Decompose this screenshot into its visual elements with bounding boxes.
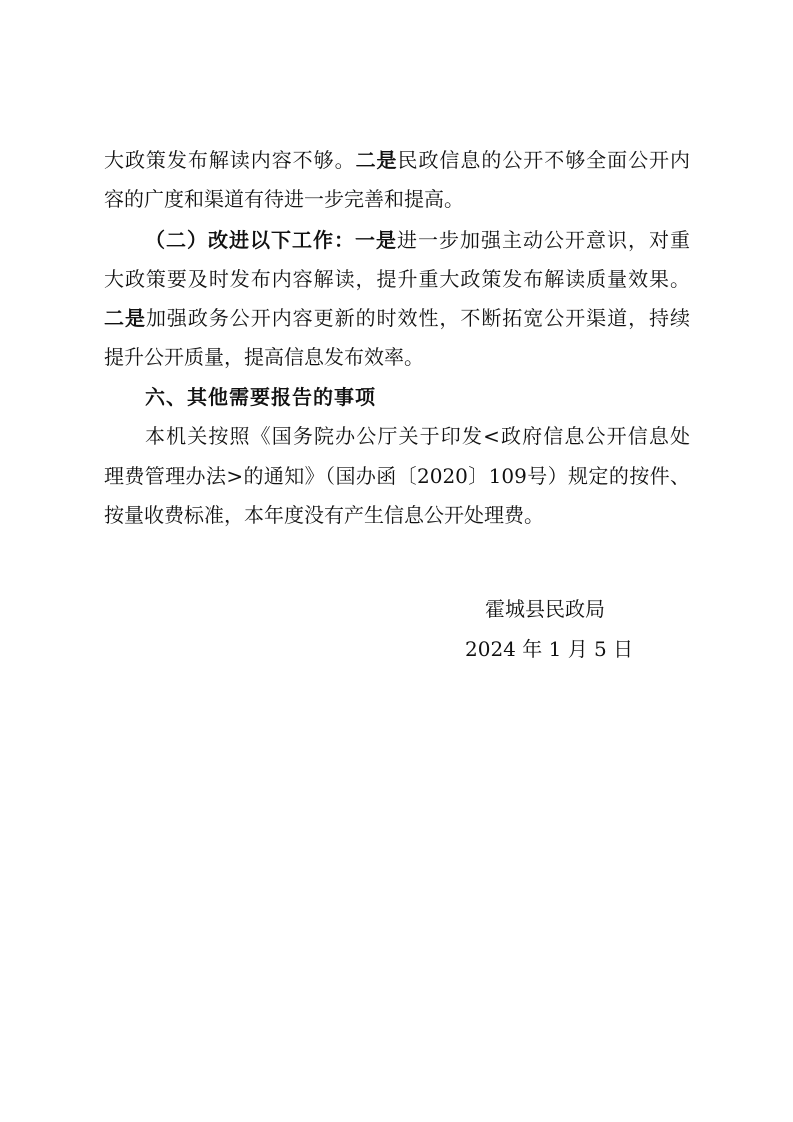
emphasis-label: 二是 [104,306,146,330]
body-line-10: 按量收费标准，本年度没有产生信息公开处理费。 [104,503,544,527]
subsection-heading: （二）改进以下工作： [145,228,355,252]
text-run: 进一步加强主动公开意识，对重 [397,228,690,252]
signature-org: 霍城县民政局 [485,597,605,621]
body-line-3 [145,222,690,258]
signature-date: 2024 年 1 月 5 日 [465,637,634,661]
text-run: 大政策发布解读内容不够。 [104,148,356,172]
body-line-5 [104,300,690,336]
body-line-8: 本机关按照《国务院办公厅关于印发<政府信息公开信息处 [145,424,690,448]
body-line-9: 理费管理办法>的通知》（国办函〔2020〕109号）规定的按件、 [104,464,690,488]
emphasis-label: 二是 [355,148,398,172]
text-run: 民政信息的公开不够全面公开内 [397,148,690,172]
section-heading: 六、其他需要报告的事项 [145,385,376,409]
body-line-2: 容的广度和渠道有待进一步完善和提高。 [104,187,464,211]
emphasis-label: 一是 [355,228,397,252]
body-line-6: 提升公开质量，提高信息发布效率。 [104,345,424,369]
body-line-1 [104,142,690,178]
text-run: 加强政务公开内容更新的时效性，不断拓宽公开渠道，持续 [145,306,690,330]
body-line-4: 大政策要及时发布内容解读，提升重大政策发布解读质量效果。 [104,267,690,291]
